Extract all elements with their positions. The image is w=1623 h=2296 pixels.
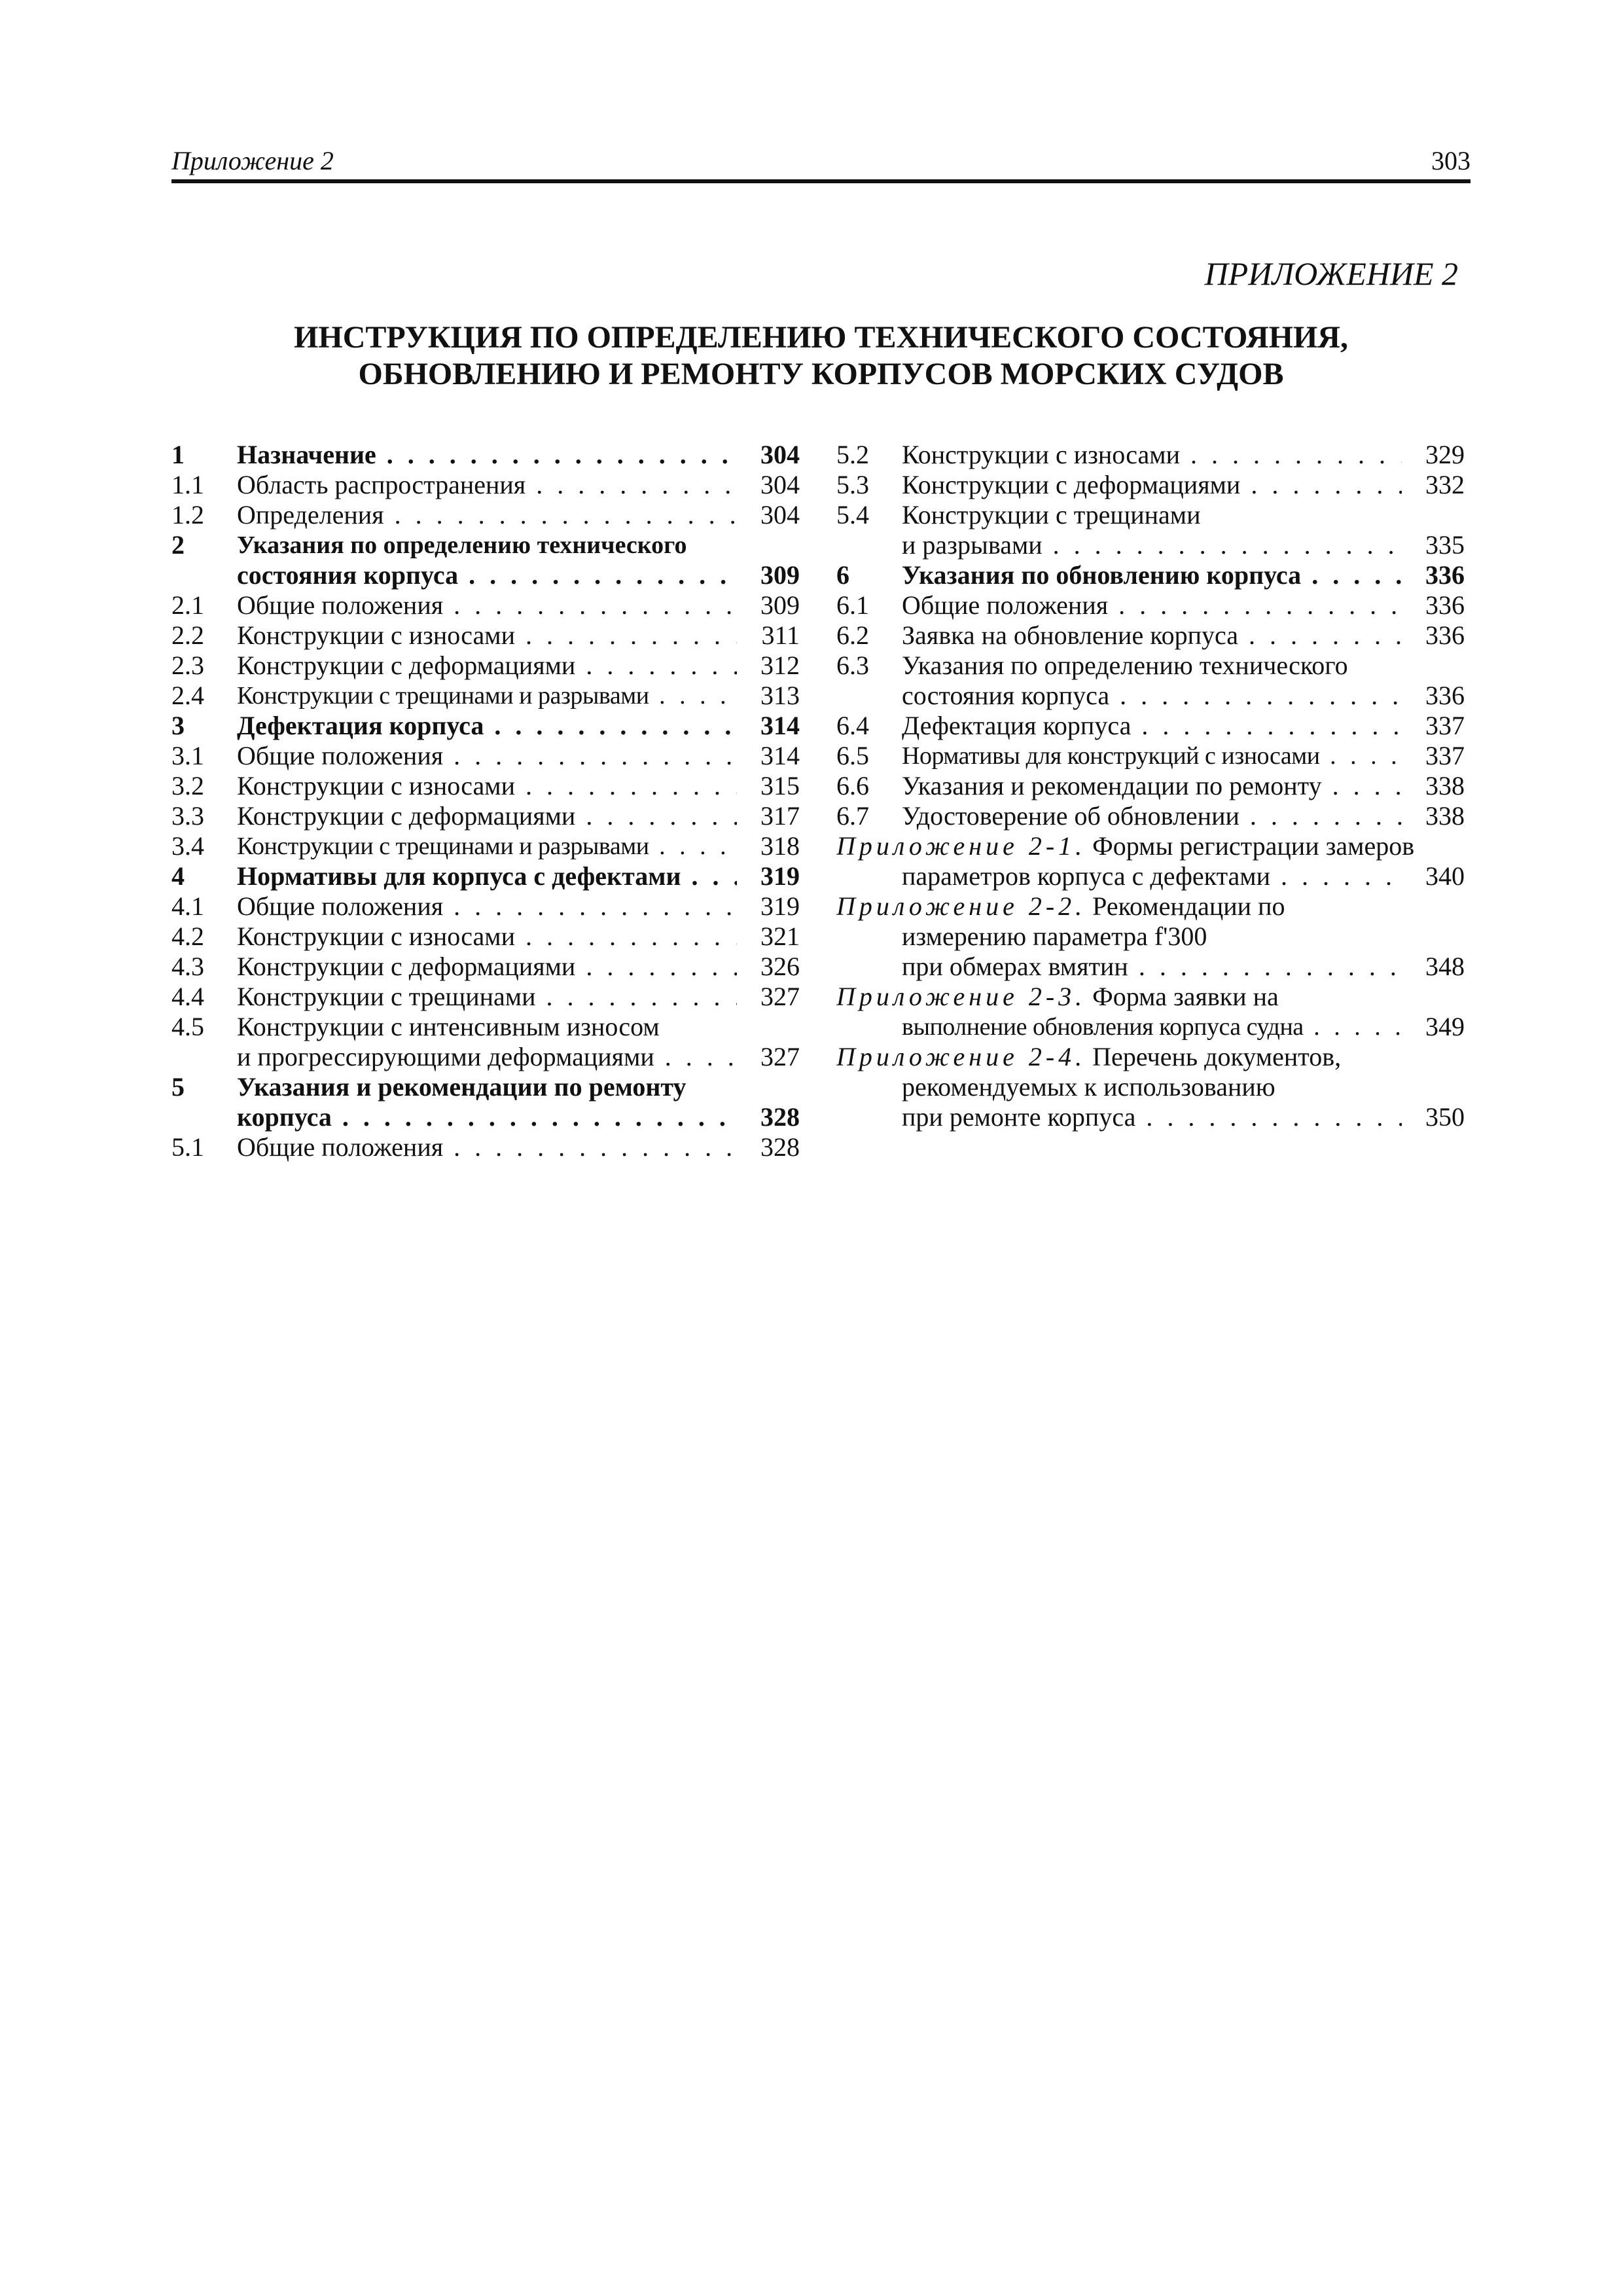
- toc-entry-title: Указания и рекомендации по ремонту: [237, 1072, 687, 1102]
- toc-left-column: [171, 440, 800, 1162]
- toc-entry-title: Определения . . .: [237, 500, 737, 530]
- toc-entry-number: 6.1: [836, 590, 869, 620]
- toc-entry-continuation: [171, 1042, 800, 1072]
- toc-entry-page: 350: [1425, 1102, 1465, 1132]
- toc-entry-page: 311: [761, 620, 800, 650]
- toc-appendix-entry: [836, 831, 1465, 861]
- toc-entry-title: Указания по определению технического: [237, 531, 687, 559]
- toc-entry-number: 4.5: [171, 1012, 204, 1041]
- toc-entry-title: измерению параметра f'300: [902, 922, 1207, 951]
- toc-entry-page: 336: [1425, 560, 1465, 590]
- toc-entry-title: Конструкции с износами . . .: [237, 922, 737, 952]
- toc-entry-number: 3.4: [171, 831, 204, 861]
- toc-entry-page: 337: [1425, 711, 1465, 740]
- toc-entry-page: 328: [760, 1102, 800, 1132]
- toc-entry-title: Конструкции с деформациями . . .: [902, 470, 1402, 500]
- toc-entry: [171, 651, 800, 681]
- toc-entry: [171, 922, 800, 952]
- toc-entry-title: и разрывами . . .: [902, 530, 1402, 560]
- toc-entry-title: корпуса . . .: [237, 1102, 737, 1132]
- toc-entry: [836, 801, 1465, 831]
- toc-entry: [171, 530, 800, 560]
- toc-entry-number: 4: [171, 861, 185, 891]
- toc-entry-page: 309: [760, 590, 800, 620]
- toc-entry-number: 2.3: [171, 651, 204, 680]
- toc-entry-title: Общие положения . . .: [237, 590, 737, 620]
- toc-entry-title: Общие положения . . .: [237, 1132, 737, 1162]
- toc-entry: [836, 741, 1465, 771]
- toc-entry-continuation: [836, 1072, 1465, 1102]
- toc-entry: [836, 560, 1465, 590]
- toc-entry-continuation: [836, 861, 1465, 891]
- toc-entry-number: 3.1: [171, 741, 204, 770]
- document-title-line: ИНСТРУКЦИЯ ПО ОПРЕДЕЛЕНИЮ ТЕХНИЧЕСКОГО СОСТОЯНИЯ,: [294, 320, 1348, 355]
- toc-entry: [171, 1132, 800, 1162]
- toc-entry-title: Общие положения . . .: [902, 590, 1402, 620]
- toc-entry-title: Удостоверение об обновлении . . .: [902, 801, 1402, 831]
- appendix-title: Форма заявки на: [1092, 982, 1279, 1011]
- document-title-line: ОБНОВЛЕНИЮ И РЕМОНТУ КОРПУСОВ МОРСКИХ СУДОВ: [358, 357, 1284, 391]
- toc-entry-number: 6.4: [836, 711, 869, 740]
- toc-entry-title: [836, 891, 1465, 922]
- toc-entry-number: 2: [171, 530, 185, 560]
- toc-entry-number: 5: [171, 1072, 185, 1102]
- toc-entry-title: Конструкции с износами . . .: [237, 771, 737, 801]
- appendix-title: Формы регистрации замеров: [1092, 831, 1415, 861]
- toc-entry-title: Конструкции с износами . . .: [237, 620, 737, 651]
- toc-entry-title: Указания по обновлению корпуса . . .: [902, 560, 1402, 590]
- toc-entry-number: 2.1: [171, 590, 204, 620]
- toc-entry-title: Указания по определению технического: [902, 651, 1348, 680]
- toc-entry: [171, 861, 800, 891]
- toc-entry-page: 338: [1425, 801, 1465, 831]
- toc-entry: [836, 440, 1465, 470]
- toc-entry-page: 327: [760, 982, 800, 1011]
- toc-right-column: [836, 440, 1465, 1132]
- toc-entry-page: 332: [1425, 470, 1465, 499]
- toc-entry-title: Нормативы для корпуса с дефектами . . .: [237, 861, 737, 891]
- toc-entry-title: Область распространения . . .: [237, 470, 737, 500]
- toc-entry: [836, 711, 1465, 741]
- toc-entry: [171, 952, 800, 982]
- toc-entry-continuation: [171, 1102, 800, 1132]
- toc-entry-title: Дефектация корпуса . . .: [237, 711, 737, 741]
- toc-entry-number: 2.4: [171, 681, 204, 710]
- toc-entry: [171, 1072, 800, 1102]
- toc-entry-number: 6.7: [836, 801, 869, 831]
- toc-entry-continuation: [836, 1102, 1465, 1132]
- toc-entry-number: 1.1: [171, 470, 204, 499]
- toc-entry-title: Нормативы для конструкций с износами . . .: [902, 741, 1402, 771]
- appendix-title: Перечень документов,: [1092, 1042, 1342, 1071]
- toc-entry-title: Конструкции с деформациями . . .: [237, 801, 737, 831]
- toc-entry-page: 340: [1425, 861, 1465, 891]
- toc-appendix-entry: [836, 891, 1465, 922]
- toc-entry-page: 304: [760, 440, 800, 469]
- toc-entry: [171, 470, 800, 500]
- running-header-title: Приложение 2: [171, 146, 334, 175]
- toc-entry-page: 319: [760, 861, 800, 891]
- toc-entry-title: Назначение . . .: [237, 440, 737, 470]
- toc-entry: [171, 711, 800, 741]
- toc-entry: [171, 440, 800, 470]
- toc-entry: [171, 741, 800, 771]
- appendix-reference: Приложение 2-2.: [836, 891, 1086, 921]
- toc-entry: [836, 620, 1465, 651]
- toc-entry-continuation: [836, 1012, 1465, 1042]
- toc-entry-page: 326: [760, 952, 800, 981]
- toc-entry-number: 6.5: [836, 741, 869, 770]
- toc-entry-title: Дефектация корпуса . . .: [902, 711, 1402, 741]
- toc-entry: [171, 891, 800, 922]
- toc-entry-page: 335: [1425, 530, 1465, 560]
- toc-entry-page: 329: [1425, 440, 1465, 469]
- toc-entry: [836, 651, 1465, 681]
- toc-entry-title: [836, 1042, 1465, 1072]
- toc-entry: [171, 620, 800, 651]
- toc-entry-number: 1: [171, 440, 185, 469]
- toc-entry-page: 336: [1425, 681, 1465, 710]
- toc-entry: [836, 470, 1465, 500]
- toc-entry-title: и прогрессирующими деформациями . . .: [237, 1042, 737, 1072]
- toc-entry-title: Общие положения . . .: [237, 741, 737, 771]
- toc-entry-number: 5.2: [836, 440, 869, 469]
- toc-entry-continuation: [836, 681, 1465, 711]
- toc-entry: [171, 771, 800, 801]
- toc-entry-number: 6.2: [836, 620, 869, 650]
- toc-entry: [171, 500, 800, 530]
- toc-entry-number: 4.3: [171, 952, 204, 981]
- toc-entry-page: 314: [760, 741, 800, 770]
- toc-entry-continuation: [171, 560, 800, 590]
- toc-entry-title: состояния корпуса . . .: [237, 560, 737, 590]
- toc-entry-title: Конструкции с износами . . .: [902, 440, 1402, 470]
- toc-appendix-entry: [836, 982, 1465, 1012]
- toc-entry-number: 4.1: [171, 891, 204, 921]
- toc-entry-title: Конструкции с трещинами и разрывами . . .: [237, 831, 737, 861]
- toc-entry: [836, 771, 1465, 801]
- toc-entry-title: Конструкции с интенсивным износом: [237, 1012, 660, 1041]
- toc-entry-title: Конструкции с трещинами: [902, 500, 1201, 529]
- toc-entry: [171, 590, 800, 620]
- appendix-label: ПРИЛОЖЕНИЕ 2: [1204, 255, 1458, 292]
- toc-entry-number: 6.6: [836, 771, 869, 800]
- toc-entry-number: 2.2: [171, 620, 204, 650]
- toc-entry-page: 312: [760, 651, 800, 680]
- toc-entry-number: 6: [836, 560, 849, 590]
- toc-entry-title: Указания и рекомендации по ремонту . . .: [902, 771, 1402, 801]
- toc-entry-title: рекомендуемых к использованию: [902, 1072, 1275, 1102]
- toc-entry-page: 313: [760, 681, 800, 710]
- toc-entry-continuation: [836, 530, 1465, 560]
- toc-entry-title: [836, 982, 1465, 1012]
- toc-entry-title: Конструкции с трещинами . . .: [237, 982, 737, 1012]
- toc-entry-title: Конструкции с трещинами и разрывами . . .: [237, 681, 737, 711]
- toc-entry: [836, 500, 1465, 530]
- toc-entry-page: 327: [760, 1042, 800, 1071]
- toc-entry-page: 315: [760, 771, 800, 800]
- toc-entry-number: 3: [171, 711, 185, 740]
- toc-entry-title: Заявка на обновление корпуса . . .: [902, 620, 1402, 651]
- toc-entry-continuation: [836, 922, 1465, 952]
- toc-entry-page: 309: [760, 560, 800, 590]
- toc-entry-title: параметров корпуса с дефектами . . .: [902, 861, 1402, 891]
- toc-entry-title: состояния корпуса . . .: [902, 681, 1402, 711]
- toc-entry-number: 3.3: [171, 801, 204, 831]
- toc-entry-title: Конструкции с деформациями . . .: [237, 651, 737, 681]
- appendix-title: Рекомендации по: [1092, 891, 1285, 921]
- toc-entry-number: 5.3: [836, 470, 869, 499]
- toc-entry-title: при обмерах вмятин . . .: [902, 952, 1402, 982]
- toc-entry-number: 4.2: [171, 922, 204, 951]
- toc-entry-page: 348: [1425, 952, 1465, 981]
- toc-entry-title: Конструкции с деформациями . . .: [237, 952, 737, 982]
- toc-entry-page: 314: [760, 711, 800, 740]
- toc-entry: [171, 681, 800, 711]
- toc-entry-number: 6.3: [836, 651, 869, 680]
- toc-entry-page: 319: [760, 891, 800, 921]
- toc-entry: [836, 590, 1465, 620]
- toc-entry-title: Общие положения . . .: [237, 891, 737, 922]
- appendix-reference: Приложение 2-3.: [836, 982, 1086, 1011]
- toc-entry-title: выполнение обновления корпуса судна . . .: [902, 1012, 1402, 1042]
- appendix-reference: Приложение 2-1.: [836, 831, 1086, 861]
- toc-entry-number: 5.1: [171, 1132, 204, 1162]
- toc-entry: [171, 1012, 800, 1042]
- toc-entry-page: 317: [760, 801, 800, 831]
- toc-entry-page: 321: [760, 922, 800, 951]
- toc-entry-page: 318: [760, 831, 800, 861]
- toc-entry-title: [836, 831, 1465, 861]
- toc-entry-page: 304: [760, 500, 800, 529]
- toc-entry-page: 328: [760, 1132, 800, 1162]
- toc-appendix-entry: [836, 1042, 1465, 1072]
- toc-entry-page: 336: [1425, 590, 1465, 620]
- toc-entry-page: 304: [760, 470, 800, 499]
- toc-entry-title: при ремонте корпуса . . .: [902, 1102, 1402, 1132]
- running-header: [171, 144, 1471, 183]
- appendix-reference: Приложение 2-4.: [836, 1042, 1086, 1071]
- toc-entry-page: 336: [1425, 620, 1465, 650]
- toc-entry-number: 3.2: [171, 771, 204, 800]
- page-number: 303: [1431, 146, 1471, 175]
- toc-entry-number: 1.2: [171, 500, 204, 529]
- toc-entry-continuation: [836, 952, 1465, 982]
- toc-entry-page: 349: [1425, 1012, 1465, 1041]
- toc-entry-page: 337: [1425, 741, 1465, 770]
- document-title: [171, 319, 1471, 393]
- toc-entry: [171, 982, 800, 1012]
- toc-entry: [171, 801, 800, 831]
- toc-entry: [171, 831, 800, 861]
- toc-entry-number: 4.4: [171, 982, 204, 1011]
- toc-entry-number: 5.4: [836, 500, 869, 529]
- toc-entry-page: 338: [1425, 771, 1465, 800]
